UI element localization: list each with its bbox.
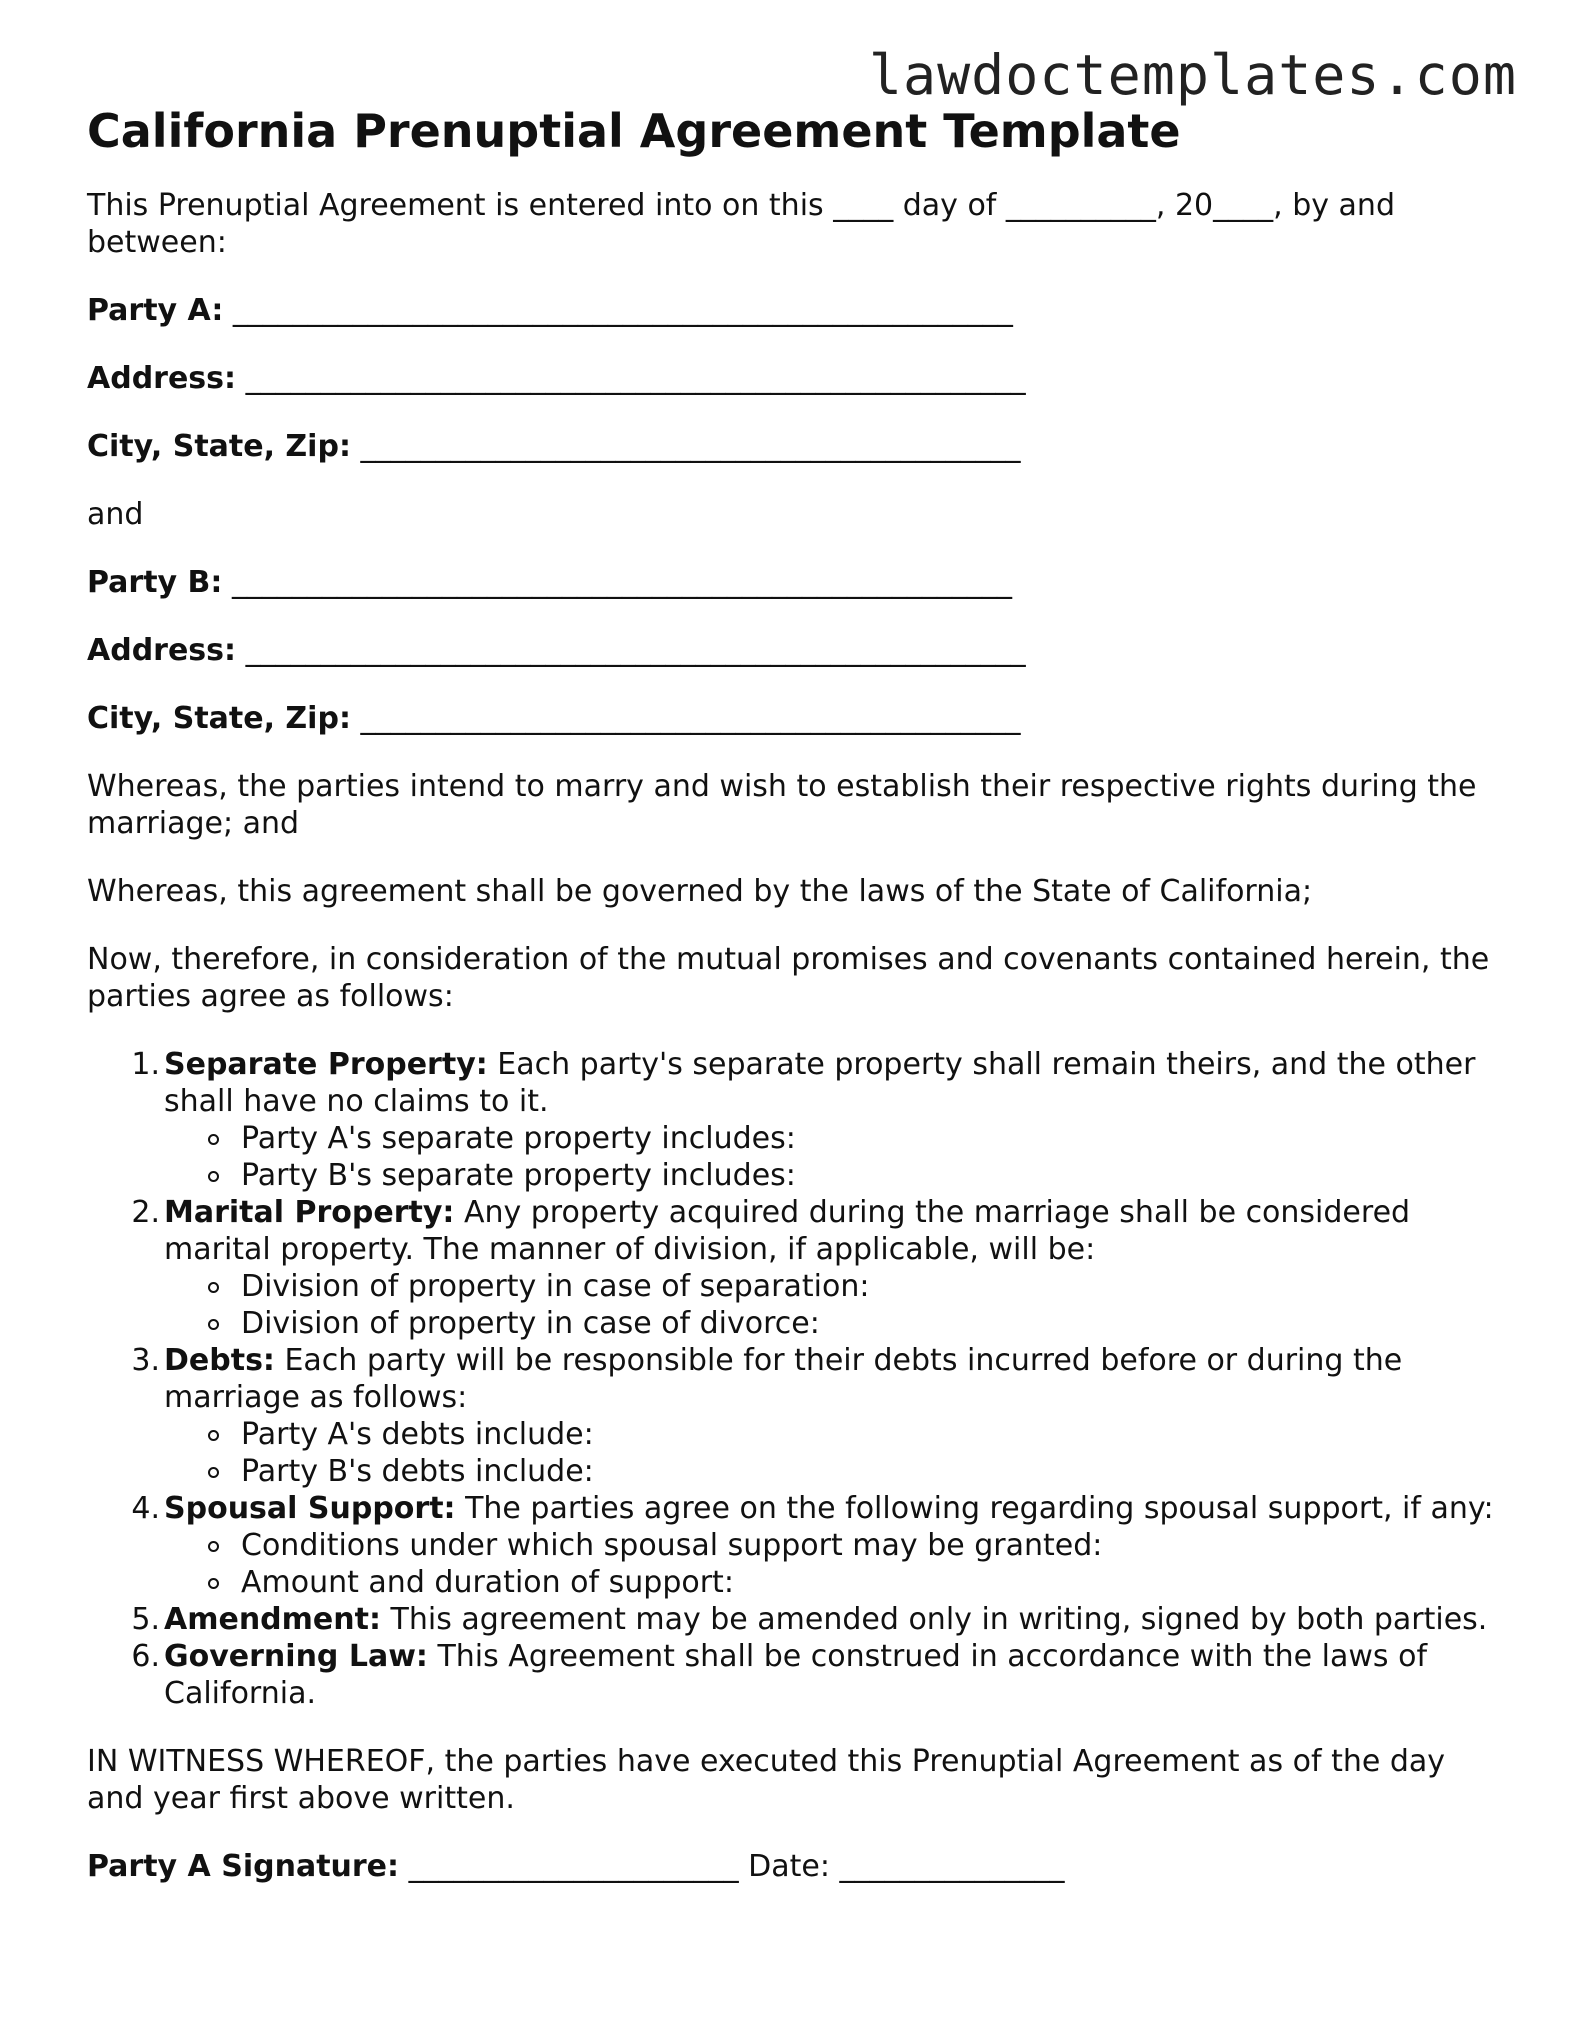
- party-a-city-blank: ____________________________________________: [360, 429, 1021, 465]
- clause-sublist: [164, 1120, 1507, 1194]
- party-b-address-line: [87, 632, 1507, 669]
- party-a-address-line: [87, 360, 1507, 397]
- clause-title: Marital Property:: [164, 1195, 455, 1231]
- party-b-city-blank: ____________________________________________: [360, 701, 1021, 737]
- clause-number: 5.: [131, 1602, 160, 1638]
- clause-title: Separate Property:: [164, 1047, 488, 1083]
- party-a-address-label: Address:: [87, 361, 237, 397]
- intro-paragraph: This Prenuptial Agreement is entered into on this ____ day of __________, 20____, by and between:: [87, 188, 1395, 261]
- clause-subitem: [241, 1564, 1507, 1601]
- watermark-logo: lawdoctemplates.com: [868, 43, 1517, 107]
- clause-number: 6.: [131, 1639, 160, 1675]
- signature-line: [87, 1848, 1507, 1885]
- subitem-text: Party A's separate property includes:: [241, 1121, 796, 1157]
- clause-number: 3.: [131, 1343, 160, 1379]
- recital-paragraph: Whereas, this agreement shall be governed by the laws of the State of California;: [87, 874, 1313, 910]
- circle-bullet-icon: [208, 1578, 219, 1589]
- signature-label: Party A Signature:: [87, 1849, 400, 1885]
- clause-title: Spousal Support:: [164, 1491, 456, 1527]
- clause-subitem: [241, 1305, 1507, 1342]
- clause-item: [131, 1194, 1507, 1342]
- circle-bullet-icon: [208, 1319, 219, 1330]
- subitem-text: Party A's debts include:: [241, 1417, 594, 1453]
- clause-text: This Agreement shall be construed in accordance with the laws of California.: [164, 1639, 1427, 1712]
- circle-bullet-icon: [208, 1282, 219, 1293]
- subitem-text: Amount and duration of support:: [241, 1565, 734, 1601]
- clause-title: Amendment:: [164, 1602, 381, 1638]
- party-a-name-label: Party A:: [87, 293, 224, 329]
- clause-subitem: [241, 1157, 1507, 1194]
- recital-paragraph: Now, therefore, in consideration of the mutual promises and covenants contained herein, the parties agree as follows:: [87, 942, 1490, 1015]
- clause-sublist: [164, 1527, 1507, 1601]
- document-page: [87, 104, 1507, 1916]
- party-a-name-blank: ____________________________________________________: [232, 293, 1013, 329]
- witness-paragraph: IN WITNESS WHEREOF, the parties have executed this Prenuptial Agreement as of the day and year first above written.: [87, 1744, 1446, 1817]
- clause-number: 4.: [131, 1491, 160, 1527]
- clause-subitem: [241, 1120, 1507, 1157]
- party-b-name-label: Party B:: [87, 565, 223, 601]
- clause-title: Debts:: [164, 1343, 275, 1379]
- recital-paragraph: Whereas, the parties intend to marry and wish to establish their respective rights during the marriage; and: [87, 769, 1477, 842]
- clause-item: [131, 1638, 1507, 1712]
- clause-item: [131, 1490, 1507, 1601]
- clause-subitem: [241, 1416, 1507, 1453]
- party-b-city-label: City, State, Zip:: [87, 701, 351, 737]
- circle-bullet-icon: [208, 1430, 219, 1441]
- subitem-text: Party B's debts include:: [241, 1454, 594, 1490]
- circle-bullet-icon: [208, 1171, 219, 1182]
- document-title: California Prenuptial Agreement Template: [87, 104, 1181, 158]
- party-a-city-label: City, State, Zip:: [87, 429, 351, 465]
- party-a-address-blank: ____________________________________________________: [245, 361, 1026, 397]
- signature-blank: ______________________: [408, 1849, 739, 1885]
- clause-sublist: [164, 1268, 1507, 1342]
- clause-title: Governing Law:: [164, 1639, 428, 1675]
- circle-bullet-icon: [208, 1541, 219, 1552]
- party-b-address-blank: ____________________________________________________: [245, 633, 1026, 669]
- party-b-name-blank: ____________________________________________________: [231, 565, 1012, 601]
- clause-item: [131, 1342, 1507, 1490]
- party-a-city-line: [87, 428, 1507, 465]
- circle-bullet-icon: [208, 1467, 219, 1478]
- subitem-text: Division of property in case of divorce:: [241, 1306, 820, 1342]
- clause-subitem: [241, 1527, 1507, 1564]
- subitem-text: Party B's separate property includes:: [241, 1158, 796, 1194]
- clause-list: [87, 1046, 1507, 1712]
- clause-text: Each party's separate property shall remain theirs, and the other shall have no claims to it.: [164, 1047, 1476, 1120]
- circle-bullet-icon: [208, 1134, 219, 1145]
- party-b-name-line: [87, 564, 1507, 601]
- date-label: Date:: [748, 1849, 830, 1885]
- clause-subitem: [241, 1453, 1507, 1490]
- clause-text: The parties agree on the following regarding spousal support, if any:: [465, 1491, 1494, 1527]
- subitem-text: Division of property in case of separation:: [241, 1269, 870, 1305]
- clause-text: Each party will be responsible for their debts incurred before or during the marriage as follows:: [164, 1343, 1403, 1416]
- conjunction-text: and: [87, 497, 144, 533]
- clause-number: 2.: [131, 1195, 160, 1231]
- date-blank: _______________: [839, 1849, 1065, 1885]
- party-b-address-label: Address:: [87, 633, 237, 669]
- clause-item: [131, 1601, 1507, 1638]
- clause-number: 1.: [131, 1047, 160, 1083]
- clause-text: This agreement may be amended only in writing, signed by both parties.: [390, 1602, 1488, 1638]
- clause-sublist: [164, 1416, 1507, 1490]
- clause-subitem: [241, 1268, 1507, 1305]
- party-b-city-line: [87, 700, 1507, 737]
- clause-text: Any property acquired during the marriage shall be considered marital property. The manner of division, if applicable, will be:: [164, 1195, 1411, 1268]
- clause-item: [131, 1046, 1507, 1194]
- party-a-name-line: [87, 292, 1507, 329]
- subitem-text: Conditions under which spousal support may be granted:: [241, 1528, 1103, 1564]
